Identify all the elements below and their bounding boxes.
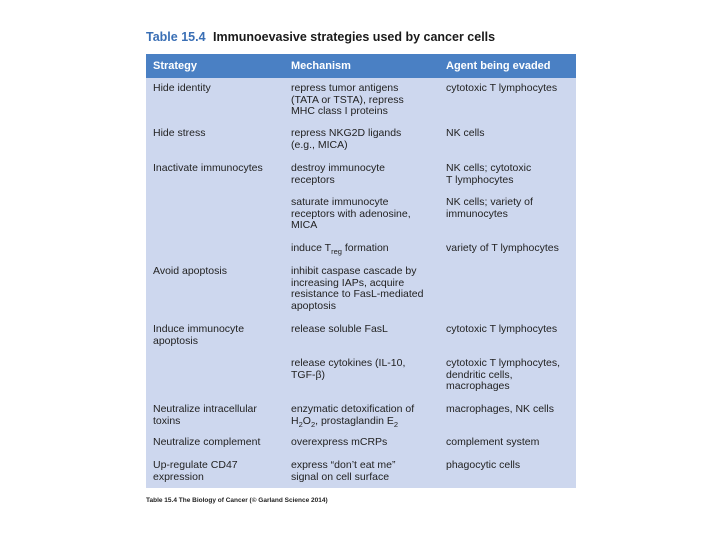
agent-cell: NK cells; cytotoxic T lymphocytes — [446, 162, 532, 186]
mechanism-cell: express “don’t eat me” signal on cell surface — [291, 459, 396, 483]
strategy-cell: Inactivate immunocytes — [153, 162, 263, 174]
agent-cell: macrophages, NK cells — [446, 403, 554, 415]
table-number: Table 15.4 — [146, 30, 206, 44]
strategy-cell: Neutralize complement — [153, 436, 261, 448]
mechanism-cell: saturate immunocyte receptors with adenosine, MICA — [291, 196, 411, 231]
agent-cell: NK cells — [446, 127, 485, 139]
strategy-cell: Hide stress — [153, 127, 206, 139]
strategy-cell: Avoid apoptosis — [153, 265, 227, 277]
mechanism-cell: inhibit caspase cascade by increasing IAPs, acquire resistance to FasL-mediated apoptosis — [291, 265, 424, 312]
header-strategy: Strategy — [153, 60, 198, 72]
mechanism-cell: release soluble FasL — [291, 323, 388, 335]
header-mechanism: Mechanism — [291, 60, 351, 72]
strategies-table — [146, 54, 576, 488]
agent-cell: cytotoxic T lymphocytes — [446, 82, 558, 94]
header-agent: Agent being evaded — [446, 60, 551, 72]
mechanism-cell: release cytokines (IL-10, TGF-β) — [291, 357, 406, 381]
mechanism-cell: induce $T_{reg}$ formation — [291, 242, 389, 257]
agent-cell: cytotoxic T lymphocytes, dendritic cells, macrophages — [446, 357, 560, 392]
strategy-cell: Neutralize intracellular toxins — [153, 403, 257, 427]
mechanism-cell: overexpress mCRPs — [291, 436, 388, 448]
table-header — [146, 54, 576, 78]
table-title-text: Immunoevasive strategies used by cancer cells — [213, 30, 496, 44]
agent-cell: complement system — [446, 436, 540, 448]
strategy-cell: Hide identity — [153, 82, 211, 94]
table-title — [146, 30, 495, 44]
mechanism-cell: destroy immunocyte receptors — [291, 162, 385, 186]
table-caption: Table 15.4 The Biology of Cancer (© Garland Science 2014) — [146, 497, 328, 504]
agent-cell: phagocytic cells — [446, 459, 521, 471]
strategy-cell: Up-regulate CD47 expression — [153, 459, 238, 483]
strategy-cell: Induce immunocyte apoptosis — [153, 323, 245, 347]
agent-cell: NK cells; variety of immunocytes — [446, 196, 533, 220]
mechanism-cell: enzymatic detoxification of $H_2O_2$, prostaglandin $E_2$ — [291, 403, 415, 429]
mechanism-cell: repress tumor antigens (TATA or TSTA), repress MHC class I proteins — [291, 82, 404, 117]
agent-cell: variety of T lymphocytes — [446, 242, 559, 254]
mechanism-cell: repress NKG2D ligands (e.g., MICA) — [291, 127, 402, 151]
agent-cell: cytotoxic T lymphocytes — [446, 323, 558, 335]
